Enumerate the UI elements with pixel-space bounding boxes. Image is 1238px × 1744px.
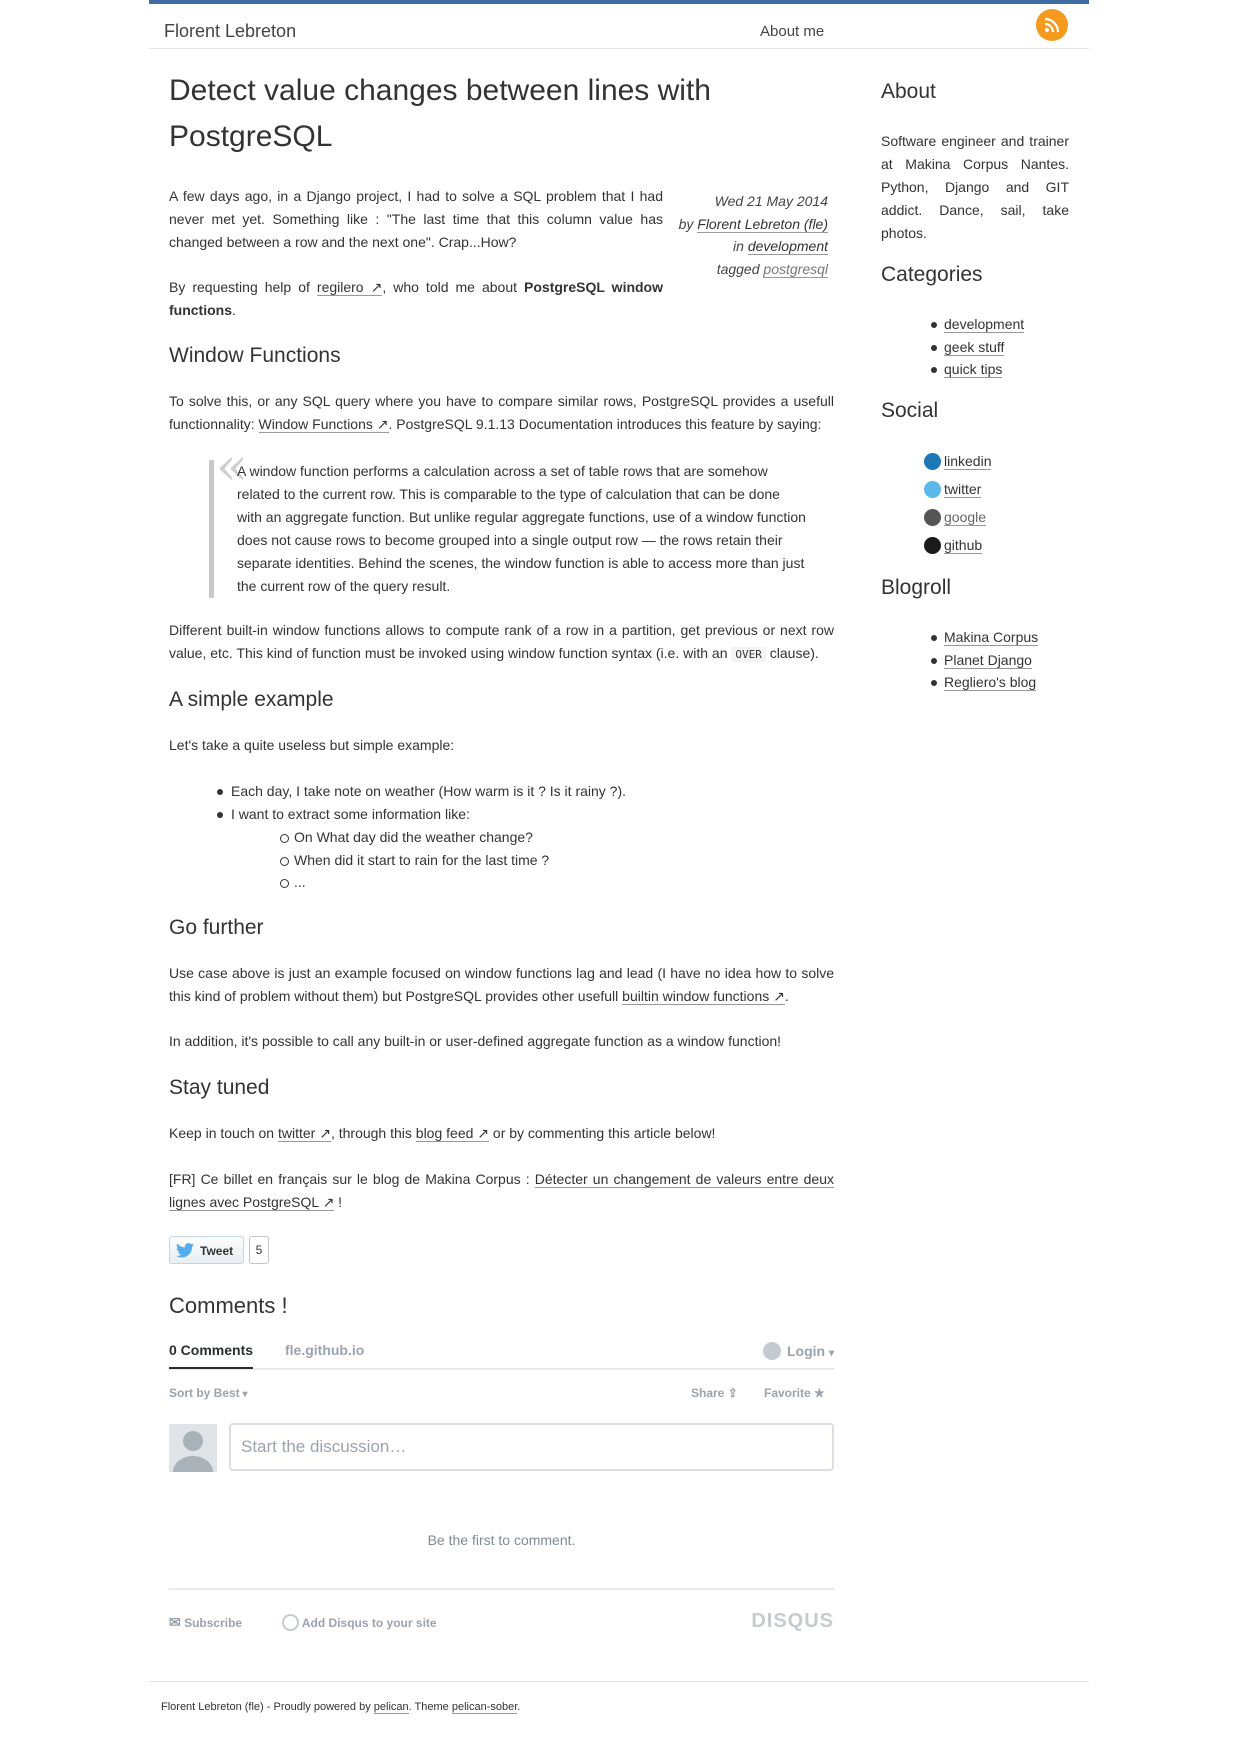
tuned-text-c: or by commenting this article below!	[489, 1125, 716, 1141]
fr-text-b: !	[334, 1194, 343, 1210]
further-text-a: Use case above is just an example focused on window functions lag and lead (I have no idea how to solve this kind of problem without them) but PostgreSQL provides other usefull	[169, 965, 834, 1004]
caret-down-icon: ▾	[828, 1348, 834, 1359]
blogroll-makina-link[interactable]: Makina Corpus	[944, 629, 1039, 645]
rss-icon	[1044, 17, 1060, 33]
tab-site[interactable]: fle.github.io	[285, 1342, 365, 1358]
sidebar-about-title: About	[881, 80, 936, 103]
blogroll-item	[881, 649, 1069, 672]
window-functions-link[interactable]: Window Functions ↗	[258, 416, 389, 432]
article-meta	[679, 190, 828, 280]
linkedin-icon	[924, 453, 941, 470]
category-link[interactable]: development	[747, 238, 828, 255]
sidebar-categories-title: Categories	[881, 263, 983, 286]
list-item: When did it start to rain for the last time ?	[294, 849, 794, 872]
sort-dropdown[interactable]	[169, 1386, 248, 1400]
french-paragraph	[169, 1168, 834, 1214]
heading-window-functions: Window Functions	[169, 344, 341, 367]
intro-paragraph-2	[169, 276, 663, 322]
empty-comments-message: Be the first to comment.	[427, 1532, 576, 1548]
blockquote-text: A window function performs a calculation across a set of table rows that are somehow related to the current row. This is comparable to the type of calculation that can be done with an aggregate function. But unlike regular aggregate functions, use of a window function does not cause rows to become grouped into a single output row — the rows retain their separate identities. Behind the scenes, the window function is able to access more than just the current row of the query result.	[237, 463, 806, 594]
example-list	[231, 780, 791, 825]
subscribe-link[interactable]	[169, 1614, 242, 1631]
footer-text-b: . Theme	[408, 1701, 452, 1713]
disqus-footer	[169, 1588, 834, 1632]
builtin-window-functions-link[interactable]: builtin window functions ↗	[622, 988, 785, 1004]
site-footer	[149, 1681, 1089, 1713]
favorite-label: Favorite	[764, 1386, 811, 1400]
blogroll-item	[881, 671, 1069, 694]
tweet-button[interactable]	[169, 1236, 244, 1264]
example-paragraph: Let's take a quite useless but simple example:	[169, 737, 455, 753]
article-date: Wed 21 May 2014	[714, 193, 828, 209]
login-button[interactable]	[763, 1342, 834, 1360]
tuned-text-a: Keep in touch on	[169, 1125, 278, 1141]
heading-comments: Comments !	[169, 1293, 288, 1318]
window-text-b: . PostgreSQL 9.1.13 Documentation introduces this feature by saying:	[388, 416, 822, 432]
social-item	[881, 447, 1069, 475]
social-twitter-link[interactable]: twitter	[944, 481, 982, 497]
fr-text-a: [FR] Ce billet en français sur le blog de Makina Corpus :	[169, 1171, 535, 1187]
social-item	[881, 503, 1069, 531]
heading-stay-tuned: Stay tuned	[169, 1076, 270, 1099]
twitter-link[interactable]: twitter ↗	[277, 1125, 331, 1141]
meta-by: by	[678, 215, 698, 232]
window-text-a: To solve this, or any SQL query where you have to compare similar rows, PostgreSQL provides a usefull functionnality:	[169, 393, 834, 432]
tweet-label: Tweet	[200, 1244, 234, 1258]
blogroll-regliero-link[interactable]: Regliero's blog	[944, 674, 1037, 691]
share-icon: ⇪	[727, 1386, 738, 1400]
article-author-line	[679, 213, 828, 236]
pelican-link[interactable]: pelican	[373, 1701, 409, 1713]
article-tag-line	[679, 258, 828, 281]
footer-text-c: .	[517, 1701, 521, 1713]
user-silhouette-icon	[169, 1424, 217, 1472]
over-code: OVER	[731, 647, 766, 662]
heading-go-further: Go further	[169, 916, 264, 939]
social-list	[881, 447, 1069, 559]
subscribe-label: Subscribe	[184, 1616, 243, 1630]
author-link[interactable]: Florent Lebreton (fle)	[697, 215, 828, 232]
category-item	[881, 336, 1069, 359]
site-header	[149, 4, 1089, 49]
meta-in: in	[733, 238, 748, 255]
google-plus-icon	[924, 509, 941, 526]
sidebar-blogroll-title: Blogroll	[881, 576, 952, 599]
intro-paragraph-1: A few days ago, in a Django project, I had to solve a SQL problem that I had never met yet. Something like : "The last time that this column value has changed between a row and the next one". Crap...How?	[169, 188, 663, 250]
intro2-text-c: .	[232, 302, 236, 318]
caret-down-icon: ▾	[239, 1389, 248, 1400]
tab-comments[interactable]: 0 Comments	[169, 1342, 253, 1369]
article-title: Detect value changes between lines with PostgreSQL	[169, 74, 711, 153]
sort-label: Sort by Best	[169, 1386, 240, 1400]
add-disqus-link[interactable]	[282, 1614, 437, 1631]
builtin-text-a: Different built-in window functions allows to compute rank of a row in a partition, get previous or next row value, etc. This kind of function must be invoked using window function syntax (i.e. with an	[169, 622, 834, 661]
social-github-link[interactable]: github	[944, 537, 983, 553]
disqus-d-icon	[282, 1614, 299, 1631]
sidebar-about-text: Software engineer and trainer at Makina Corpus Nantes. Python, Django and GIT addict. Dance, sail, take photos.	[881, 133, 1069, 241]
tweet-count: 5	[249, 1236, 269, 1264]
share-button[interactable]	[691, 1386, 738, 1400]
envelope-icon: ✉	[169, 1614, 181, 1630]
intro2-text-b: , who told me about	[382, 279, 525, 295]
quote-mark-icon: «	[216, 437, 248, 497]
list-item: I want to extract some information like:	[231, 803, 791, 826]
category-development-link[interactable]: development	[944, 316, 1025, 332]
meta-tagged: tagged	[716, 260, 764, 277]
builtin-paragraph	[169, 619, 834, 666]
comment-input[interactable]: Start the discussion…	[229, 1423, 834, 1471]
further-text-b: .	[784, 988, 789, 1004]
social-google-link[interactable]: google	[944, 509, 987, 525]
blogroll-planet-django-link[interactable]: Planet Django	[944, 651, 1032, 668]
theme-link[interactable]: pelican-sober	[451, 1701, 518, 1713]
footer-text-a: Florent Lebreton (fle) - Proudly powered by	[161, 1701, 374, 1713]
example-sublist	[294, 826, 794, 894]
blogroll-item	[881, 626, 1069, 649]
list-item: On What day did the weather change?	[294, 826, 794, 849]
nav-about-link[interactable]: About me	[760, 23, 825, 40]
french-article-link[interactable]: Détecter un changement de valeurs entre deux lignes avec PostgreSQL ↗	[169, 1171, 834, 1210]
social-item	[881, 475, 1069, 503]
window-paragraph	[169, 390, 834, 436]
disqus-logo-icon	[763, 1342, 781, 1360]
disqus-logo[interactable]: DISQUS	[751, 1610, 834, 1632]
article-category-line	[679, 235, 828, 258]
regilero-link[interactable]: regilero ↗	[316, 279, 383, 295]
category-item	[881, 313, 1069, 336]
favorite-button[interactable]	[764, 1386, 825, 1400]
blog-feed-link[interactable]: blog feed ↗	[415, 1125, 490, 1141]
builtin-text-b: clause).	[765, 645, 819, 661]
page	[149, 0, 1089, 1713]
tuned-text-b: , through this	[330, 1125, 416, 1141]
category-item	[881, 358, 1069, 381]
intro2-text-a: By requesting help of	[169, 279, 317, 295]
login-label: Login	[786, 1343, 826, 1359]
sidebar-social-title: Social	[881, 399, 939, 422]
star-icon: ★	[814, 1386, 825, 1400]
twitter-bird-icon	[176, 1243, 194, 1258]
blockquote	[209, 460, 806, 598]
twitter-icon	[924, 481, 941, 498]
further-paragraph	[169, 962, 834, 1008]
social-linkedin-link[interactable]: linkedin	[944, 453, 992, 469]
heading-simple-example: A simple example	[169, 688, 334, 711]
tuned-paragraph	[169, 1122, 834, 1145]
footer-text	[161, 1701, 520, 1713]
list-item: ...	[294, 871, 794, 894]
rss-feed-button[interactable]	[1036, 9, 1068, 41]
avatar	[169, 1424, 217, 1472]
site-brand-link[interactable]: Florent Lebreton	[164, 21, 297, 41]
blogroll-list	[881, 626, 1069, 694]
social-item	[881, 531, 1069, 559]
share-label: Share	[691, 1386, 725, 1400]
disqus-tabs	[169, 1342, 834, 1370]
category-geek-stuff-link[interactable]: geek stuff	[944, 338, 1005, 355]
add-disqus-label: Add Disqus to your site	[301, 1616, 437, 1630]
list-item: Each day, I take note on weather (How warm is it ? Is it rainy ?).	[231, 780, 791, 803]
intro2-bold: PostgreSQL window functions	[169, 279, 663, 318]
tag-link[interactable]: postgresql	[763, 260, 828, 277]
github-icon	[924, 537, 941, 554]
addition-paragraph: In addition, it's possible to call any built-in or user-defined aggregate function as a window function!	[169, 1033, 782, 1049]
category-quick-tips-link[interactable]: quick tips	[944, 361, 1003, 378]
categories-list	[881, 313, 1069, 381]
